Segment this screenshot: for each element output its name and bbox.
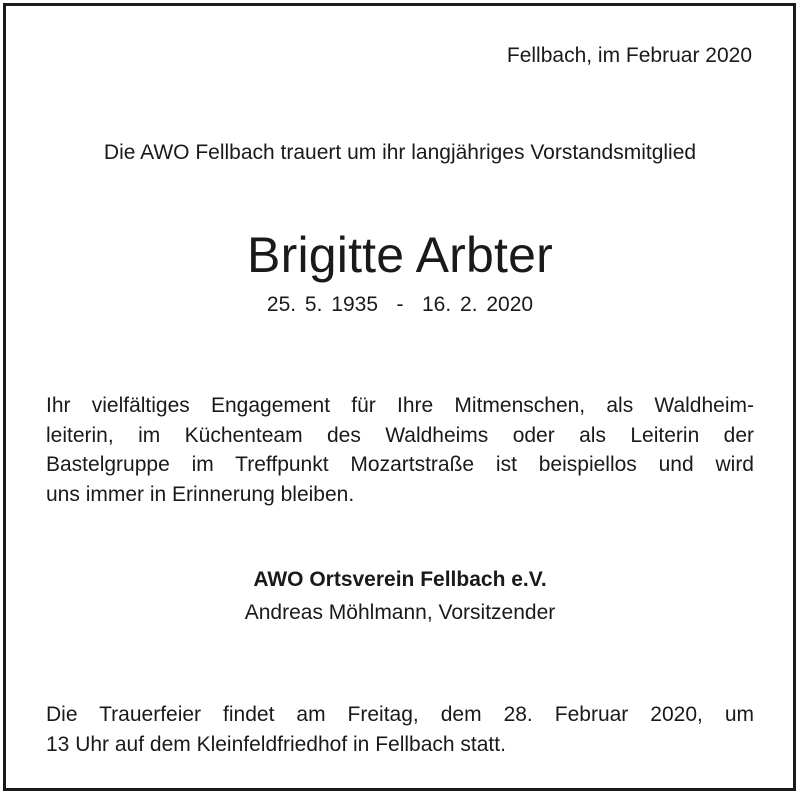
tribute-line: Bastelgruppe im Treffpunkt Mozartstraße ist beispiellos und wird: [46, 453, 754, 476]
tribute-line: leiterin, im Küchenteam des Waldheims oder als Leiterin der: [46, 423, 754, 447]
birth-date: 25. 5. 1935: [266, 293, 378, 316]
tribute-paragraph: [46, 391, 754, 509]
organization-name: AWO Ortsverein Fellbach e.V.: [253, 568, 547, 591]
funeral-line: 13 Uhr auf dem Kleinfeldfriedhof in Fellbach statt.: [46, 732, 506, 756]
chairperson: Andreas Möhlmann, Vorsitzender: [244, 601, 556, 624]
tribute-line: Ihr vielfältiges Engagement für Ihre Mitmenschen, als Waldheim-: [46, 394, 754, 417]
place-date: Fellbach, im Februar 2020: [506, 44, 752, 67]
death-date: 16. 2. 2020: [422, 293, 534, 316]
date-separator: -: [396, 293, 404, 316]
deceased-name: Brigitte Arbter: [247, 227, 553, 283]
life-dates: [0, 293, 800, 317]
intro-text: Die AWO Fellbach trauert um ihr langjähriges Vorstandsmitglied: [103, 141, 697, 164]
tribute-line: uns immer in Erinnerung bleiben.: [46, 482, 355, 506]
funeral-paragraph: [46, 700, 754, 759]
funeral-line: Die Trauerfeier findet am Freitag, dem 28. Februar 2020, um: [46, 703, 754, 726]
